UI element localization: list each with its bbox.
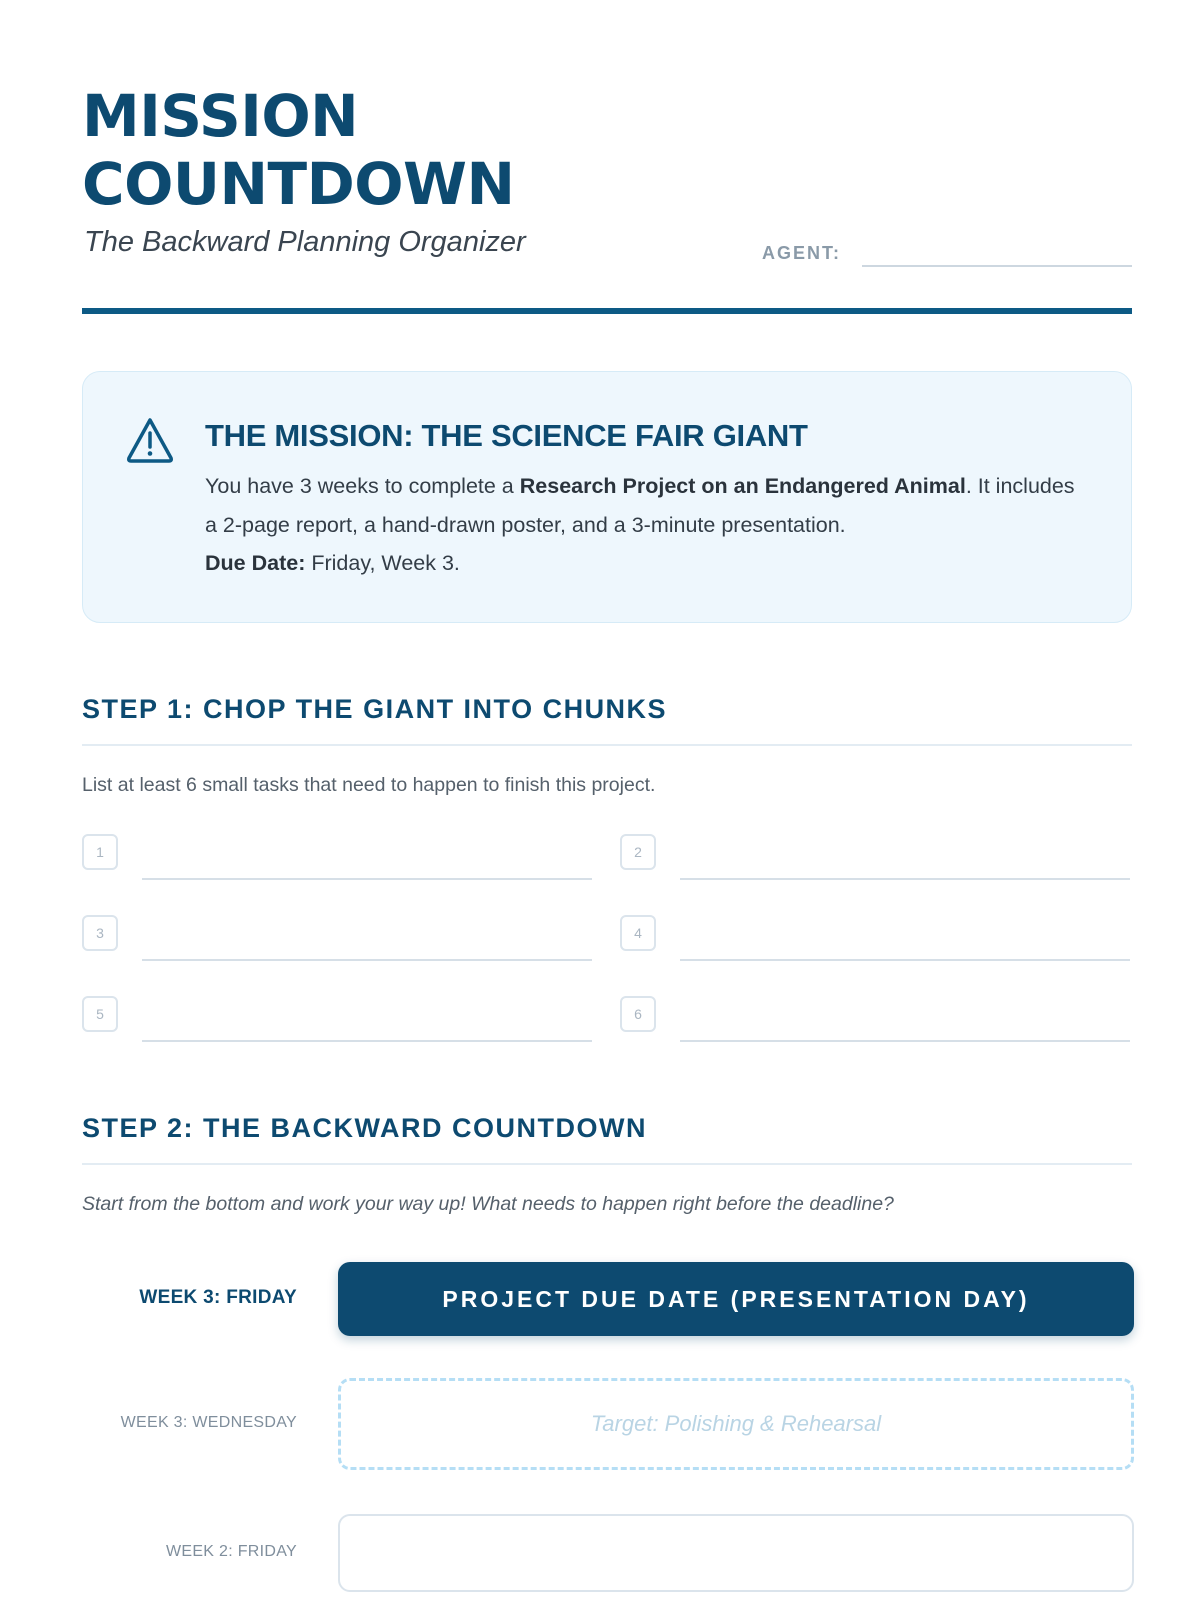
task-chunk-number: 5	[82, 996, 118, 1032]
task-chunk[interactable]	[620, 996, 1130, 1046]
due-date-label: Due Date:	[205, 551, 306, 575]
task-chunk-number: 6	[620, 996, 656, 1032]
mission-description	[205, 467, 1085, 583]
project-due-date-banner: PROJECT DUE DATE (PRESENTATION DAY)	[338, 1262, 1134, 1336]
countdown-label-week3-wednesday: WEEK 3: WEDNESDAY	[120, 1414, 297, 1431]
countdown-label-week2-friday: WEEK 2: FRIDAY	[165, 1543, 297, 1560]
task-chunk[interactable]	[82, 834, 592, 884]
task-chunk-line[interactable]	[680, 878, 1130, 880]
countdown-label-week3-friday: WEEK 3: FRIDAY	[139, 1287, 297, 1308]
task-chunk-line[interactable]	[142, 1040, 592, 1042]
mission-callout	[82, 371, 1132, 623]
task-chunk-line[interactable]	[680, 1040, 1130, 1042]
agent-name-field[interactable]	[862, 265, 1132, 267]
task-chunk-number: 2	[620, 834, 656, 870]
step1-instructions: List at least 6 small tasks that need to happen to finish this project.	[82, 774, 656, 796]
task-chunk-line[interactable]	[142, 959, 592, 961]
task-chunk[interactable]	[82, 996, 592, 1046]
mission-title: THE MISSION: THE SCIENCE FAIR GIANT	[205, 418, 808, 453]
step1-heading: STEP 1: CHOP THE GIANT INTO CHUNKS	[82, 694, 668, 724]
task-chunk[interactable]	[620, 915, 1130, 965]
step2-instructions: Start from the bottom and work your way up! What needs to happen right before the deadline?	[82, 1193, 894, 1215]
task-chunk-number: 4	[620, 915, 656, 951]
task-chunk[interactable]	[620, 834, 1130, 884]
warning-triangle-icon	[125, 416, 175, 464]
agent-label: AGENT:	[762, 243, 841, 263]
mission-text-details: . It includes a 2-page report, a hand-drawn poster, and a 3-minute presentation.	[205, 474, 1075, 537]
task-chunk-number: 3	[82, 915, 118, 951]
step2-heading: STEP 2: THE BACKWARD COUNTDOWN	[82, 1113, 648, 1143]
due-date-value: Friday, Week 3.	[305, 551, 460, 575]
page-title	[82, 82, 515, 218]
countdown-target-box[interactable]: Target: Polishing & Rehearsal	[338, 1378, 1134, 1470]
step1-divider	[82, 744, 1132, 746]
countdown-entry-box[interactable]	[338, 1514, 1134, 1592]
mission-text-intro: You have 3 weeks to complete a	[205, 474, 520, 498]
step2-divider	[82, 1163, 1132, 1165]
title-line-2: COUNTDOWN	[82, 150, 515, 218]
task-chunk-line[interactable]	[680, 959, 1130, 961]
task-chunk-line[interactable]	[142, 878, 592, 880]
task-chunk[interactable]	[82, 915, 592, 965]
task-chunk-number: 1	[82, 834, 118, 870]
title-line-1: MISSION	[82, 82, 359, 150]
page-subtitle: The Backward Planning Organizer	[84, 226, 526, 258]
mission-project-name: Research Project on an Endangered Animal	[519, 474, 966, 498]
header-divider	[82, 308, 1132, 314]
